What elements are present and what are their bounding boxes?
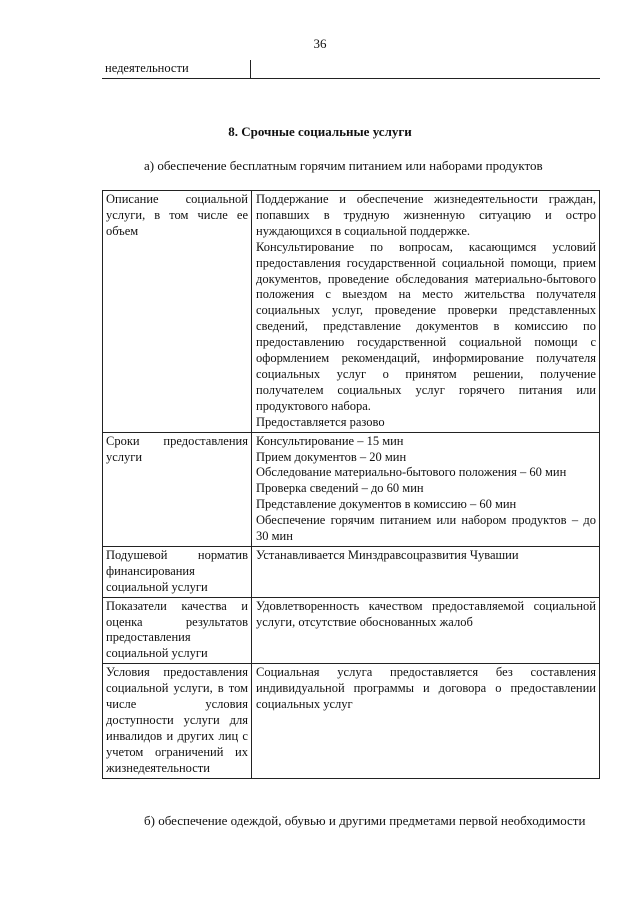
- row-value-paragraph: Обеспечение горячим питанием или набором продуктов – до 30 мин: [256, 513, 596, 544]
- service-table: [102, 190, 600, 779]
- row-value-paragraph: Устанавливается Минздравсоцразвития Чувашии: [256, 547, 519, 562]
- row-value: [252, 191, 600, 433]
- row-value-paragraph: Проверка сведений – до 60 мин: [256, 481, 424, 496]
- row-value-paragraph: Социальная услуга предоставляется без составления индивидуальной программы и договора о предоставлении социальных услуг: [256, 665, 596, 712]
- row-value-paragraph: Предоставляется разово: [256, 414, 385, 429]
- row-label: Показатели качества и оценка результатов предоставления социальной услуги: [103, 597, 252, 664]
- row-label: Подушевой норматив финансирования социальной услуги: [103, 546, 252, 597]
- row-value-paragraph: Консультирование – 15 мин: [256, 433, 404, 448]
- row-label: Описание социальной услуги, в том числе ее объем: [103, 191, 252, 433]
- table-row: [103, 664, 600, 778]
- page-number: 36: [313, 36, 327, 51]
- row-value-paragraph: Консультирование по вопросам, касающимся условий предоставления государственной социальной помощи, прием документов, проведение обследования материально-бытового положения с выездом на место жительства получателя социальных услуг, проведение проверки представленных сведений, представление документов в комиссию по предоставлению государственной социальной помощи с оформлением рекомендаций, информирование получателя социальных услуг о принятом решении, получение получателем социальных услуг горячего питания или продуктового набора.: [256, 239, 596, 413]
- continued-table-row: [102, 60, 600, 79]
- row-value-paragraph: Удовлетворенность качеством предоставляемой социальной услуги, отсутствие обоснованных жалоб: [256, 598, 596, 629]
- row-value: [252, 432, 600, 546]
- row-value: [252, 597, 600, 664]
- section-heading: 8. Срочные социальные услуги: [228, 124, 412, 139]
- table-row: [103, 597, 600, 664]
- subsection-heading: б) обеспечение одеждой, обувью и другими предметами первой необходимости: [144, 813, 586, 828]
- subsection-heading: а) обеспечение бесплатным горячим питанием или наборами продуктов: [144, 158, 543, 173]
- row-value-paragraph: Поддержание и обеспечение жизнедеятельности граждан, попавших в трудную жизненную ситуацию и остро нуждающихся в социальной поддержке.: [256, 192, 596, 238]
- table-row: [103, 546, 600, 597]
- row-value: [252, 546, 600, 597]
- table-cell-value: [251, 60, 601, 79]
- row-value: [252, 664, 600, 778]
- row-value-paragraph: Представление документов в комиссию – 60 мин: [256, 497, 517, 512]
- row-value-paragraph: Обследование материально-бытового положения – 60 мин: [256, 465, 567, 480]
- row-value-paragraph: Прием документов – 20 мин: [256, 449, 407, 464]
- table-cell-label: недеятельности: [102, 60, 251, 79]
- row-label: Условия предоставления социальной услуги, в том числе условия доступности услуги для инвалидов и других лиц с учетом ограничений их жизнедеятельности: [103, 664, 252, 778]
- row-label: Сроки предоставления услуги: [103, 432, 252, 546]
- table-row: [103, 432, 600, 546]
- table-row: [102, 60, 600, 79]
- table-row: [103, 191, 600, 433]
